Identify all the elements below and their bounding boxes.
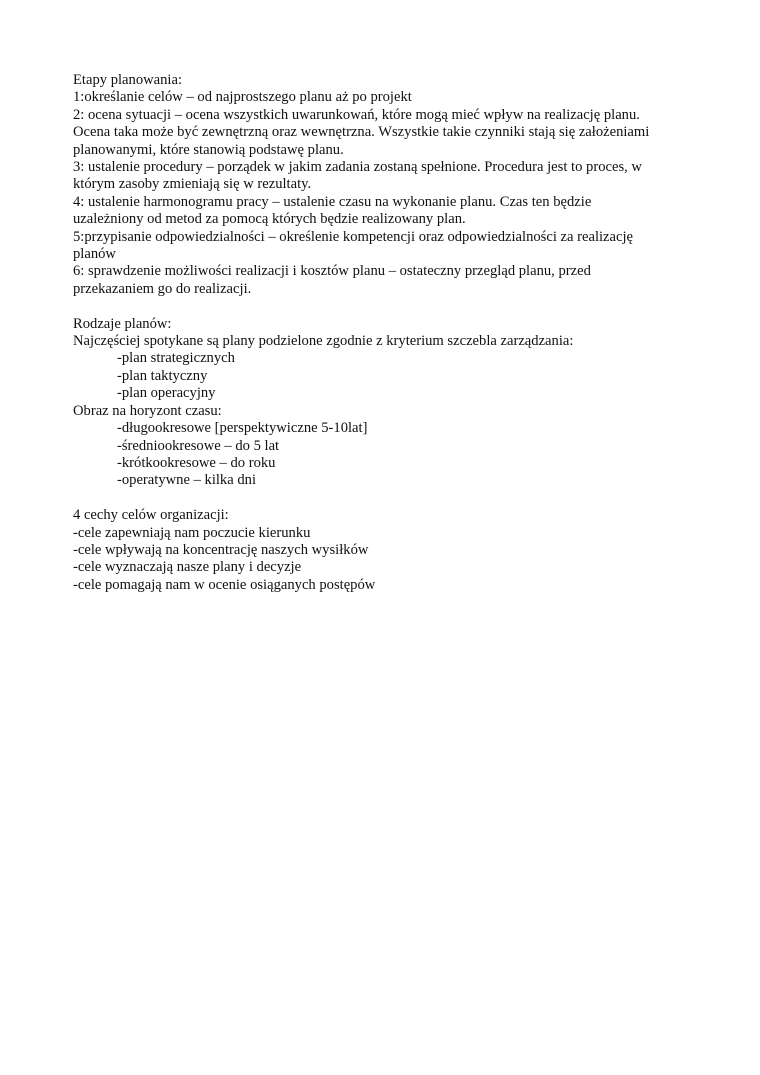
plan-horizon-item: -krótkookresowe – do roku <box>117 454 276 471</box>
goal-features-heading: 4 cechy celów organizacji: <box>73 507 229 524</box>
plan-level-item: -plan strategicznych <box>117 350 235 367</box>
planning-stage-line: 6: sprawdzenie możliwości realizacji i kosztów planu – ostateczny przegląd planu, przed <box>73 263 591 280</box>
plan-types-section <box>73 316 693 490</box>
blank-line <box>73 490 693 507</box>
plan-level-item: -plan taktyczny <box>117 367 208 384</box>
plan-horizon-item: -długookresowe [perspektywiczne 5-10lat] <box>117 420 368 437</box>
planning-stage-line: 3: ustalenie procedury – porządek w jakim zadania zostaną spełnione. Procedura jest to proces, w <box>73 159 642 176</box>
goal-feature-item: -cele pomagają nam w ocenie osiąganych postępów <box>73 576 376 593</box>
plan-horizon-item: -średniookresowe – do 5 lat <box>117 437 280 454</box>
planning-stage-line: planowanymi, które stanowią podstawę planu. <box>73 141 344 158</box>
planning-stage-line: Ocena taka może być zewnętrzną oraz wewnętrzna. Wszystkie takie czynniki stają się założeniami <box>73 124 650 141</box>
plan-types-intro: Najczęściej spotykane są plany podzielone zgodnie z kryterium szczebla zarządzania: <box>73 333 574 350</box>
document-body <box>73 72 693 594</box>
goal-feature-item: -cele wyznaczają nasze plany i decyzje <box>73 559 302 576</box>
planning-stage-line: uzależniony od metod za pomocą których będzie realizowany plan. <box>73 211 466 228</box>
plan-types-heading: Rodzaje planów: <box>73 315 172 332</box>
planning-stage-line: planów <box>73 246 116 263</box>
goal-feature-item: -cele zapewniają nam poczucie kierunku <box>73 524 311 541</box>
goal-feature-item: -cele wpływają na koncentrację naszych wysiłków <box>73 541 369 558</box>
planning-stage-line: którym zasoby zmieniają się w rezultaty. <box>73 176 312 193</box>
plan-horizon-heading: Obraz na horyzont czasu: <box>73 402 222 419</box>
planning-stage-line: przekazaniem go do realizacji. <box>73 280 252 297</box>
planning-stages-heading: Etapy planowania: <box>73 72 183 88</box>
planning-stage-line: 1:określanie celów – od najprostszego planu aż po projekt <box>73 89 412 106</box>
plan-level-item: -plan operacyjny <box>117 385 216 402</box>
planning-stage-line: 2: ocena sytuacji – ocena wszystkich uwarunkowań, które mogą mieć wpływ na realizację planu. <box>73 106 640 123</box>
planning-stages-section <box>73 72 693 298</box>
goal-features-section <box>73 507 693 594</box>
planning-stage-line: 5:przypisanie odpowiedzialności – określenie kompetencji oraz odpowiedzialności za realizację <box>73 228 634 245</box>
plan-horizon-item: -operatywne – kilka dni <box>117 472 257 489</box>
blank-line <box>73 298 693 315</box>
planning-stage-line: 4: ustalenie harmonogramu pracy – ustalenie czasu na wykonanie planu. Czas ten będzie <box>73 193 592 210</box>
